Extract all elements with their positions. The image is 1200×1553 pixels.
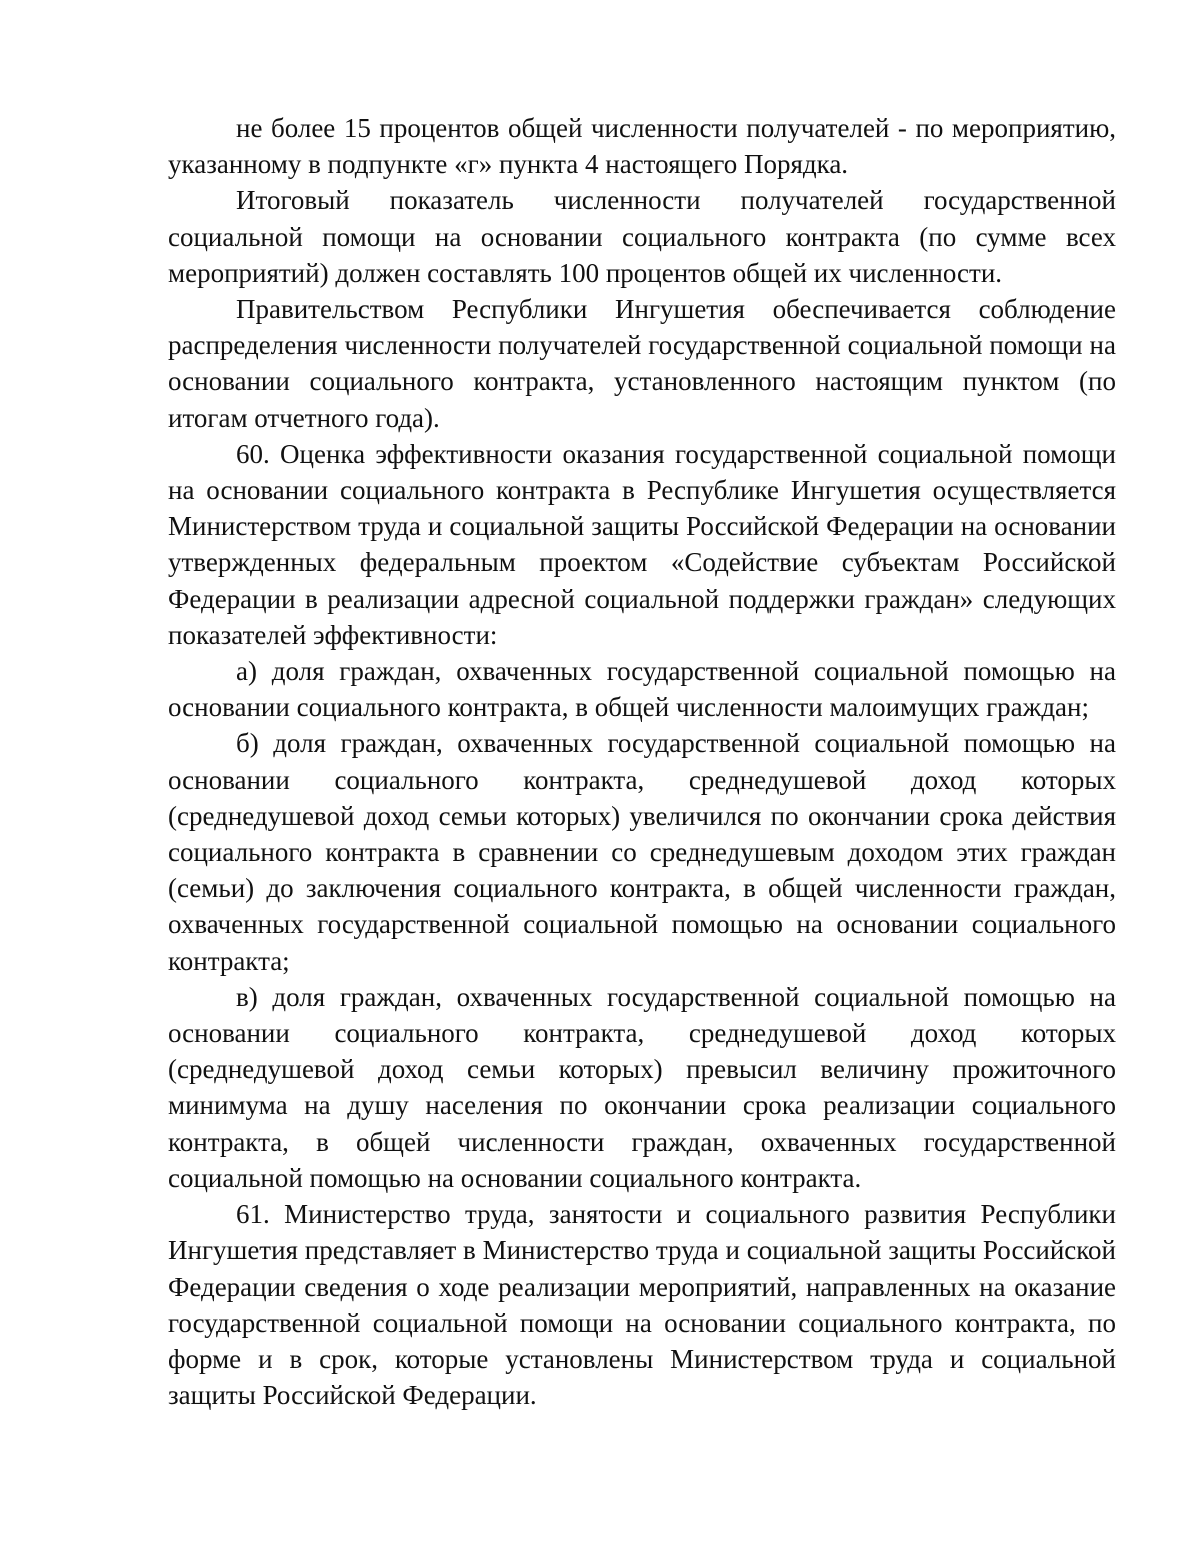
paragraph-recipients-share: не более 15 процентов общей численности получателей - по мероприятию, указанному в подпункте «г» пункта 4 настоящего Порядка. <box>168 113 1116 180</box>
paragraph-indicator-a: а) доля граждан, охваченных государственной социальной помощью на основании социального контракта, в общей численности малоимущих граждан; <box>168 656 1116 723</box>
paragraph-indicator-b: б) доля граждан, охваченных государственной социальной помощью на основании социального контракта, среднедушевой доход которых (среднедушевой доход семьи которых) увеличился по окончании срока действия социального контракта в сравнении со среднедушевым доходом этих граждан (семьи) до заключения социального контракта, в общей численности граждан, охваченных государственной социальной помощью на основании социального контракта; <box>168 728 1116 976</box>
document-body <box>168 110 1116 1413</box>
paragraph-60-efficiency-evaluation: 60. Оценка эффективности оказания государственной социальной помощи на основании социального контракта в Республике Ингушетия осуществляется Министерством труда и социальной защиты Российской Федерации на основании утвержденных федеральным проектом «Содействие субъектам Российской Федерации в реализации адресной социальной поддержки граждан» следующих показателей эффективности: <box>168 438 1116 650</box>
paragraph-61-ministry-reporting: 61. Министерство труда, занятости и социального развития Республики Ингушетия представляет в Министерство труда и социальной защиты Российской Федерации сведения о ходе реализации мероприятий, направленных на оказание государственной социальной помощи на основании социального контракта, по форме и в срок, которые установлены Министерством труда и социальной защиты Российской Федерации. <box>168 1199 1116 1411</box>
paragraph-government-compliance: Правительством Республики Ингушетия обеспечивается соблюдение распределения численности получателей государственной социальной помощи на основании социального контракта, установленного настоящим пунктом (по итогам отчетного года). <box>168 294 1116 433</box>
paragraph-total-indicator: Итоговый показатель численности получателей государственной социальной помощи на основании социального контракта (по сумме всех мероприятий) должен составлять 100 процентов общей их численности. <box>168 185 1116 288</box>
paragraph-indicator-c: в) доля граждан, охваченных государственной социальной помощью на основании социального контракта, среднедушевой доход которых (среднедушевой доход семьи которых) превысил величину прожиточного минимума на душу населения по окончании срока реализации социального контракта, в общей численности граждан, охваченных государственной социальной помощью на основании социального контракта. <box>168 981 1116 1193</box>
